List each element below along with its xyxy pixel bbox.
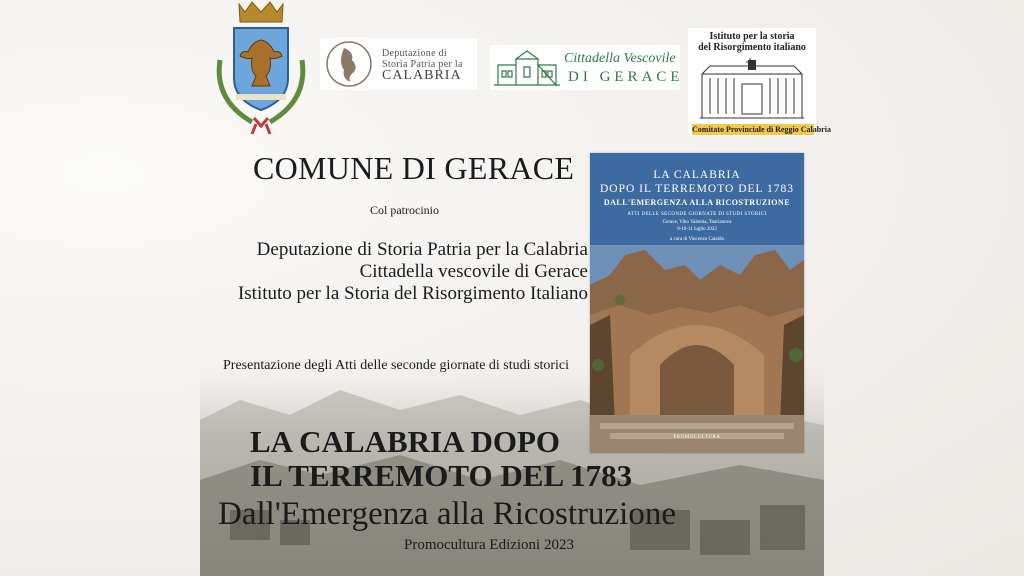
book-date-line: 9-10-11 luglio 2022	[677, 227, 717, 232]
book-atti-line: ATTI DELLE SECONDE GIORNATE DI STUDI STORICI	[627, 212, 767, 217]
book-title-line1: LA CALABRIA	[653, 169, 741, 181]
gerace-coat-of-arms-logo	[212, 0, 310, 140]
event-subtitle: Dall'Emergenza alla Ricostruzione	[218, 496, 676, 532]
vittoriano-monument-icon	[700, 54, 804, 122]
deputazione-storia-patria-logo	[320, 38, 477, 90]
book-cover	[590, 153, 804, 453]
istituto-risorgimento-logo	[688, 28, 831, 136]
book-places-line: Gerace, Vibo Valentia, Taurianova	[662, 220, 732, 225]
istituto-logo-band: Comitato Provinciale di Reggio Calabria	[692, 125, 831, 134]
cathedral-icon	[494, 49, 560, 87]
istituto-logo-line2: del Risorgimento italiano	[698, 42, 806, 53]
calabria-map-icon	[324, 40, 374, 88]
deputazione-logo-line1: Deputazione di	[382, 48, 448, 59]
book-subtitle: DALL'EMERGENZA ALLA RICOSTRUZIONE	[603, 198, 791, 207]
deputazione-logo-line3: CALABRIA	[382, 68, 462, 83]
book-editor-line: a cura di Vincenzo Cataldo	[669, 237, 725, 242]
presentazione-text: Presentazione degli Atti delle seconde giornate di studi storici	[223, 358, 570, 373]
partner-deputazione: Deputazione di Storia Patria per la Calabria	[256, 239, 588, 260]
comune-heading: COMUNE DI GERACE	[253, 150, 575, 186]
istituto-logo-line1: Istituto per la storia	[709, 31, 795, 42]
book-publisher-mark: PROMOCULTURA	[673, 435, 721, 440]
cittadella-logo-line1: Cittadella Vescovile	[564, 51, 676, 66]
event-title-line2: IL TERREMOTO DEL 1783	[250, 458, 633, 493]
event-title-line1: LA CALABRIA DOPO	[250, 424, 561, 459]
partner-cittadella: Cittadella vescovile di Gerace	[359, 261, 588, 282]
book-title-line2: DOPO IL TERREMOTO DEL 1783	[599, 183, 795, 195]
cittadella-logo-line2: DI GERACE	[568, 69, 684, 85]
church-ruins-photo	[590, 245, 804, 453]
deputazione-logo-line2: Storia Patria per la	[382, 59, 463, 70]
cittadella-vescovile-logo	[490, 45, 684, 90]
publisher-line: Promocultura Edizioni 2023	[404, 537, 574, 553]
partner-istituto: Istituto per la Storia del Risorgimento Italiano	[237, 283, 588, 304]
patrocinio-label: Col patrocinio	[370, 203, 439, 217]
